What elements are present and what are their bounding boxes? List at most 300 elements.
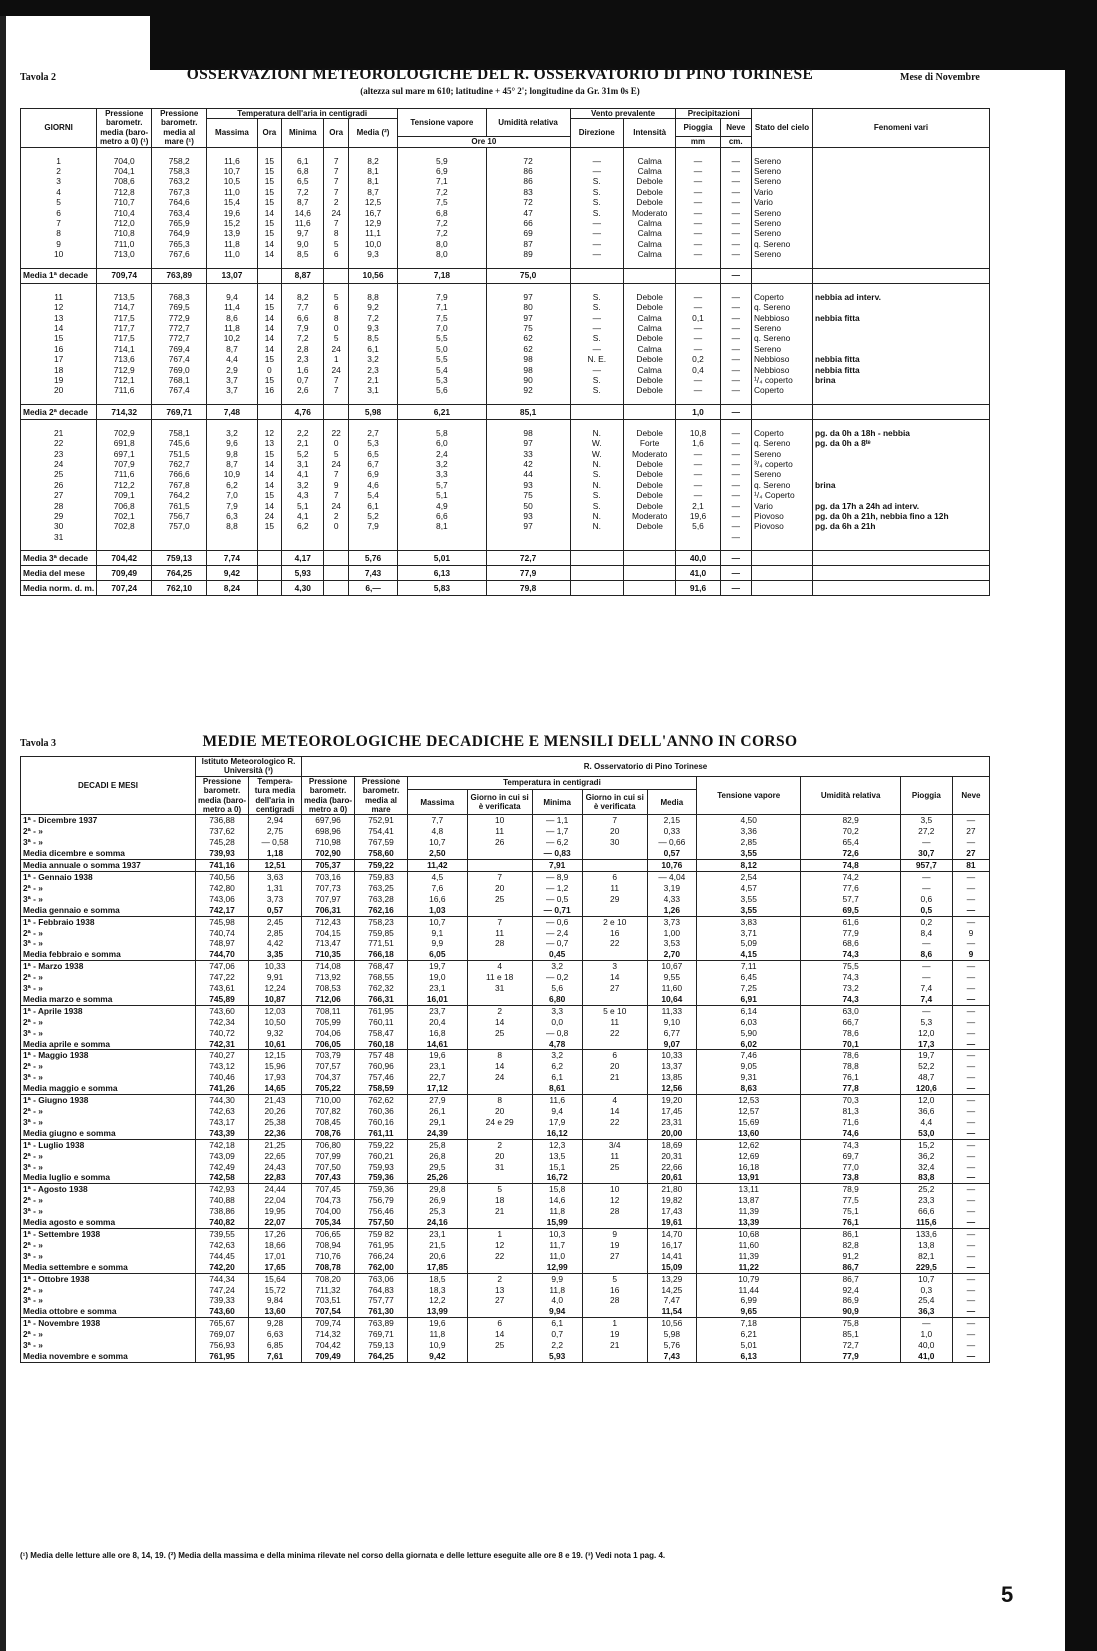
page-subtitle: (altezza sul mare m 610; latitudine + 45° 2'; longitudine da Gr. 31m 0s E): [360, 86, 640, 96]
cell: 4,78: [532, 1039, 582, 1050]
cell: [467, 1039, 532, 1050]
cell: 3,7: [207, 385, 257, 395]
col-group-istituto: Istituto Meteorologico R. Università (³): [196, 757, 302, 777]
cell: 740,74: [196, 928, 249, 939]
cell: 9,7: [282, 228, 324, 238]
cell: — 8,9: [532, 871, 582, 882]
cell: 712,0: [97, 218, 152, 228]
cell: 11,8: [532, 1285, 582, 1296]
cell: 763,06: [355, 1273, 408, 1284]
day-row: [21, 354, 990, 364]
cell: Debole: [623, 428, 676, 438]
cell: Coperto: [752, 385, 813, 395]
decade-row: [21, 826, 990, 837]
cell: 745,28: [196, 837, 249, 848]
cell: — 0,83: [532, 848, 582, 859]
cell: 9,6: [207, 438, 257, 448]
cell: [582, 905, 647, 916]
cell: Sereno: [752, 344, 813, 354]
decade-row: [21, 1095, 990, 1106]
cell: 2,2: [282, 428, 324, 438]
cell: S.: [570, 176, 623, 186]
cell: Debole: [623, 385, 676, 395]
cell: —: [952, 815, 989, 826]
cell: 704,42: [302, 1340, 355, 1351]
day-row: [21, 249, 990, 259]
cell: 47: [486, 208, 570, 218]
cell: Debole: [623, 354, 676, 364]
cell: 23,31: [647, 1117, 696, 1128]
cell: [570, 404, 623, 419]
cell: 12,57: [696, 1106, 801, 1117]
decade-row: [21, 871, 990, 882]
cell: nebbia ad interv.: [813, 292, 990, 302]
cell: 6: [582, 871, 647, 882]
cell: 11,22: [696, 1262, 801, 1273]
cell: 711,0: [97, 239, 152, 249]
cell: 709,1: [97, 490, 152, 500]
cell: 7,5: [398, 313, 486, 323]
cell: Calma: [623, 218, 676, 228]
cell: 756,46: [355, 1206, 408, 1217]
cell: 758,2: [152, 156, 207, 166]
cell: 5,01: [398, 551, 486, 566]
cell: 11: [582, 1151, 647, 1162]
cell: —: [720, 566, 751, 581]
cell: 22: [21, 438, 97, 448]
cell: 72,7: [486, 551, 570, 566]
cell: 8,6: [900, 949, 952, 960]
cell: 14,25: [647, 1285, 696, 1296]
cell: 3,3: [398, 469, 486, 479]
cell: [813, 581, 990, 596]
cell: 18,66: [249, 1240, 302, 1251]
cell: 4,3: [282, 490, 324, 500]
cell: 15: [21, 333, 97, 343]
cell: —: [720, 268, 751, 283]
cell: 4,57: [696, 883, 801, 894]
spacer-cell: [207, 542, 257, 551]
cell: [752, 268, 813, 283]
cell: 5,6: [398, 385, 486, 395]
cell: 11,54: [647, 1306, 696, 1317]
cell: 21,43: [249, 1095, 302, 1106]
cell: 737,62: [196, 826, 249, 837]
cell: Debole: [623, 480, 676, 490]
day-row: [21, 176, 990, 186]
cell: N. E.: [570, 354, 623, 364]
cell: 8: [324, 228, 348, 238]
cell: —: [952, 1273, 989, 1284]
cell: 6,45: [696, 972, 801, 983]
cell: 26: [467, 837, 532, 848]
spacer-row: [21, 542, 990, 551]
cell: 759 82: [355, 1228, 408, 1239]
cell: —: [952, 1039, 989, 1050]
cell: 75: [486, 323, 570, 333]
cell: 6,1: [348, 344, 397, 354]
col-fenomeni: Fenomeni vari: [813, 109, 990, 148]
spacer-cell: [720, 396, 751, 405]
cell: S.: [570, 208, 623, 218]
cell: —: [900, 883, 952, 894]
cell: 751,5: [152, 449, 207, 459]
cell: 8: [467, 1095, 532, 1106]
cell: —: [952, 983, 989, 994]
cell: 7: [324, 176, 348, 186]
cell: 744,30: [196, 1095, 249, 1106]
tavola3-label: Tavola 3: [20, 738, 57, 749]
cell: 706,31: [302, 905, 355, 916]
cell: 13,29: [647, 1273, 696, 1284]
cell: 80: [486, 302, 570, 312]
cell: 22,65: [249, 1151, 302, 1162]
cell: 5,7: [398, 480, 486, 490]
decade-mean-row: [21, 551, 990, 566]
cell: 27: [21, 490, 97, 500]
cell: 6,6: [398, 511, 486, 521]
cell: 714,1: [97, 344, 152, 354]
cell: 7,4: [900, 983, 952, 994]
cell: 712,2: [97, 480, 152, 490]
cell: —: [952, 1195, 989, 1206]
cell: — 4,04: [647, 871, 696, 882]
cell: 21,5: [408, 1240, 468, 1251]
cell: Sereno: [752, 166, 813, 176]
day-row: [21, 375, 990, 385]
cell: 759,83: [355, 871, 408, 882]
cell: 6,9: [348, 469, 397, 479]
cell: — 0,8: [532, 1028, 582, 1039]
spacer-cell: [676, 419, 720, 428]
cell: 765,67: [196, 1318, 249, 1329]
cell: 12,5: [348, 197, 397, 207]
cell: 13,39: [696, 1217, 801, 1228]
cell: 19,7: [900, 1050, 952, 1061]
cell: 4,50: [696, 815, 801, 826]
spacer-cell: [282, 396, 324, 405]
cell: [582, 1306, 647, 1317]
cell: 9: [952, 949, 989, 960]
cell: 6,13: [398, 566, 486, 581]
cell: 769,71: [152, 404, 207, 419]
cell: 5: [21, 197, 97, 207]
cell: Debole: [623, 469, 676, 479]
cell: 758,3: [152, 166, 207, 176]
cell: — 1,2: [532, 883, 582, 894]
cell: —: [720, 333, 751, 343]
cell: 21: [582, 1340, 647, 1351]
cell: 13,11: [696, 1184, 801, 1195]
cell: 9,9: [532, 1273, 582, 1284]
cell: 7: [324, 375, 348, 385]
cell: S.: [570, 375, 623, 385]
cell: pg. da 0h a 21h, nebbia fino a 12h: [813, 511, 990, 521]
cell: 6: [467, 1318, 532, 1329]
cell: 13,60: [696, 1128, 801, 1139]
cell: —: [952, 1017, 989, 1028]
cell: 22,04: [249, 1195, 302, 1206]
day-row: [21, 438, 990, 448]
cell: S.: [570, 333, 623, 343]
cell: —: [720, 208, 751, 218]
cell: 712,43: [302, 916, 355, 927]
cell: 20,61: [647, 1172, 696, 1183]
cell: 3,55: [696, 905, 801, 916]
cell: —: [720, 344, 751, 354]
cell: 21,25: [249, 1139, 302, 1150]
cell: 15: [257, 521, 281, 531]
cell: 76,1: [801, 1217, 900, 1228]
cell: 19,0: [408, 972, 468, 983]
cell: 1ª - Febbraio 1938: [21, 916, 196, 927]
cell: 15: [257, 354, 281, 364]
cell: 74,3: [801, 949, 900, 960]
cell: 709,49: [97, 566, 152, 581]
cell: 75,1: [801, 1206, 900, 1217]
cell: 74,3: [801, 994, 900, 1005]
day-row: [21, 459, 990, 469]
cell: 28: [467, 938, 532, 949]
col-ora-min: Ora: [324, 119, 348, 147]
cell: 74,3: [801, 1139, 900, 1150]
day-row: [21, 197, 990, 207]
cell: —: [952, 1139, 989, 1150]
cell: 708,45: [302, 1117, 355, 1128]
cell: 24: [467, 1072, 532, 1083]
cell: —: [676, 292, 720, 302]
cell: 40,0: [676, 551, 720, 566]
col-neve-2: Neve: [952, 776, 989, 815]
cell: 12,56: [647, 1083, 696, 1094]
cell: 765,9: [152, 218, 207, 228]
cell: 1,00: [647, 928, 696, 939]
spacer-cell: [348, 283, 397, 292]
cell: —: [952, 1318, 989, 1329]
cell: 52,2: [900, 1061, 952, 1072]
spacer-cell: [97, 396, 152, 405]
cell: 14,65: [249, 1083, 302, 1094]
cell: 708,78: [302, 1262, 355, 1273]
cell: [582, 1351, 647, 1362]
monthly-summary-row: [21, 905, 990, 916]
cell: 5,4: [398, 365, 486, 375]
cell: 63,0: [801, 1005, 900, 1016]
spacer-cell: [348, 419, 397, 428]
cell: 3ª - »: [21, 1028, 196, 1039]
monthly-summary-row: [21, 1039, 990, 1050]
col-group-osservatorio: R. Osservatorio di Pino Torinese: [302, 757, 990, 777]
spacer-cell: [324, 260, 348, 269]
cell: Media febbraio e somma: [21, 949, 196, 960]
cell: 83,8: [900, 1172, 952, 1183]
cell: 8,8: [207, 521, 257, 531]
cell: 741,16: [196, 860, 249, 872]
cell: 758,1: [152, 428, 207, 438]
cell: 7,9: [398, 292, 486, 302]
cell: Media aprile e somma: [21, 1039, 196, 1050]
cell: 9,32: [249, 1028, 302, 1039]
cell: 19,95: [249, 1206, 302, 1217]
cell: 713,6: [97, 354, 152, 364]
cell: 4,5: [408, 871, 468, 882]
spacer-cell: [676, 260, 720, 269]
cell: 15,4: [207, 197, 257, 207]
cell: 21: [582, 1072, 647, 1083]
cell: 133,6: [900, 1228, 952, 1239]
cell: 8,8: [348, 292, 397, 302]
cell: —: [676, 459, 720, 469]
cell: 9: [324, 480, 348, 490]
cell: 3ª - »: [21, 983, 196, 994]
cell: 5,3: [900, 1017, 952, 1028]
cell: 769,0: [152, 365, 207, 375]
spacer-cell: [207, 419, 257, 428]
cell: 19: [21, 375, 97, 385]
cell: 4,1: [282, 511, 324, 521]
cell: 11,8: [408, 1329, 468, 1340]
cell: 8,1: [348, 176, 397, 186]
cell: 5: [582, 1273, 647, 1284]
cell: 86,9: [801, 1295, 900, 1306]
spacer-cell: [152, 260, 207, 269]
cell: 765,3: [152, 239, 207, 249]
cell: [467, 1172, 532, 1183]
cell: —: [720, 428, 751, 438]
cell: [623, 581, 676, 596]
cell: 5,6: [532, 983, 582, 994]
decade-row: [21, 1184, 990, 1195]
decade-row: [21, 1206, 990, 1217]
cell: 10,7: [900, 1273, 952, 1284]
cell: 3: [582, 961, 647, 972]
spacer-cell: [813, 283, 990, 292]
cell: 17,43: [647, 1206, 696, 1217]
cell: 760,96: [355, 1061, 408, 1072]
cell: 77,5: [801, 1195, 900, 1206]
spacer-cell: [398, 542, 486, 551]
cell: 708,20: [302, 1273, 355, 1284]
cell: N.: [570, 511, 623, 521]
cell: 1ª - Gennaio 1938: [21, 871, 196, 882]
cell: 36,2: [900, 1151, 952, 1162]
cell: 704,0: [97, 156, 152, 166]
scan-top-border: [0, 0, 1097, 16]
cell: S.: [570, 501, 623, 511]
decade-row: [21, 883, 990, 894]
decade-mean-row: [21, 268, 990, 283]
cell: [467, 860, 532, 872]
cell: 702,9: [97, 428, 152, 438]
cell: [752, 566, 813, 581]
cell: —: [570, 156, 623, 166]
spacer-cell: [623, 542, 676, 551]
cell: 4,6: [348, 480, 397, 490]
cell: Sereno: [752, 449, 813, 459]
cell: —: [720, 218, 751, 228]
spacer-cell: [486, 147, 570, 156]
cell: [467, 1128, 532, 1139]
cell: pg. da 6h a 21h: [813, 521, 990, 531]
cell: 759,36: [355, 1172, 408, 1183]
cell: 27: [952, 848, 989, 859]
cell: —: [570, 218, 623, 228]
cell: 714,7: [97, 302, 152, 312]
cell: Debole: [623, 490, 676, 500]
cell: 1ª - Aprile 1938: [21, 1005, 196, 1016]
cell: 6,05: [408, 949, 468, 960]
cell: 29: [21, 511, 97, 521]
cell: 0,3: [900, 1285, 952, 1296]
cell: 41,0: [676, 566, 720, 581]
cell: [582, 1172, 647, 1183]
cell: 87: [486, 239, 570, 249]
cell: —: [720, 501, 751, 511]
cell: [324, 532, 348, 542]
cell: —: [952, 1005, 989, 1016]
cell: 17,85: [408, 1262, 468, 1273]
cell: 758,60: [355, 848, 408, 859]
cell: S.: [570, 490, 623, 500]
spacer-cell: [752, 260, 813, 269]
cell: Debole: [623, 197, 676, 207]
cell: 1,0: [900, 1329, 952, 1340]
cell: [467, 994, 532, 1005]
cell: 72,7: [801, 1340, 900, 1351]
cell: 742,58: [196, 1172, 249, 1183]
cell: 9,65: [696, 1306, 801, 1317]
cell: —: [676, 176, 720, 186]
cell: 710,7: [97, 197, 152, 207]
cell: 7,7: [282, 302, 324, 312]
cell: 707,57: [302, 1061, 355, 1072]
cell: 77,8: [801, 1083, 900, 1094]
cell: 14,70: [647, 1228, 696, 1239]
cell: 6,5: [348, 449, 397, 459]
cell: 12,69: [696, 1151, 801, 1162]
cell: [207, 532, 257, 542]
cell: Calma: [623, 313, 676, 323]
cell: 2ª - »: [21, 1240, 196, 1251]
cell: —: [676, 385, 720, 395]
cell: Debole: [623, 187, 676, 197]
spacer-cell: [486, 396, 570, 405]
cell: 19: [582, 1240, 647, 1251]
cell: 26,9: [408, 1195, 468, 1206]
cell: 757,77: [355, 1295, 408, 1306]
cell: 5: [324, 292, 348, 302]
cell: —: [720, 302, 751, 312]
cell: 7,91: [532, 860, 582, 872]
cell: 0,4: [676, 365, 720, 375]
cell: [752, 551, 813, 566]
cell: 11,6: [207, 156, 257, 166]
cell: 16,6: [408, 894, 468, 905]
cell: —: [720, 239, 751, 249]
cell: —: [676, 197, 720, 207]
cell: —: [900, 972, 952, 983]
cell: 16: [582, 928, 647, 939]
cell: 7,2: [282, 187, 324, 197]
cell: 29: [582, 894, 647, 905]
col-direzione: Direzione: [570, 119, 623, 147]
cell: 2,15: [647, 815, 696, 826]
cell: 704,1: [97, 166, 152, 176]
cell: [398, 532, 486, 542]
cell: 2,8: [282, 344, 324, 354]
cell: Calma: [623, 156, 676, 166]
cell: 6,1: [282, 156, 324, 166]
